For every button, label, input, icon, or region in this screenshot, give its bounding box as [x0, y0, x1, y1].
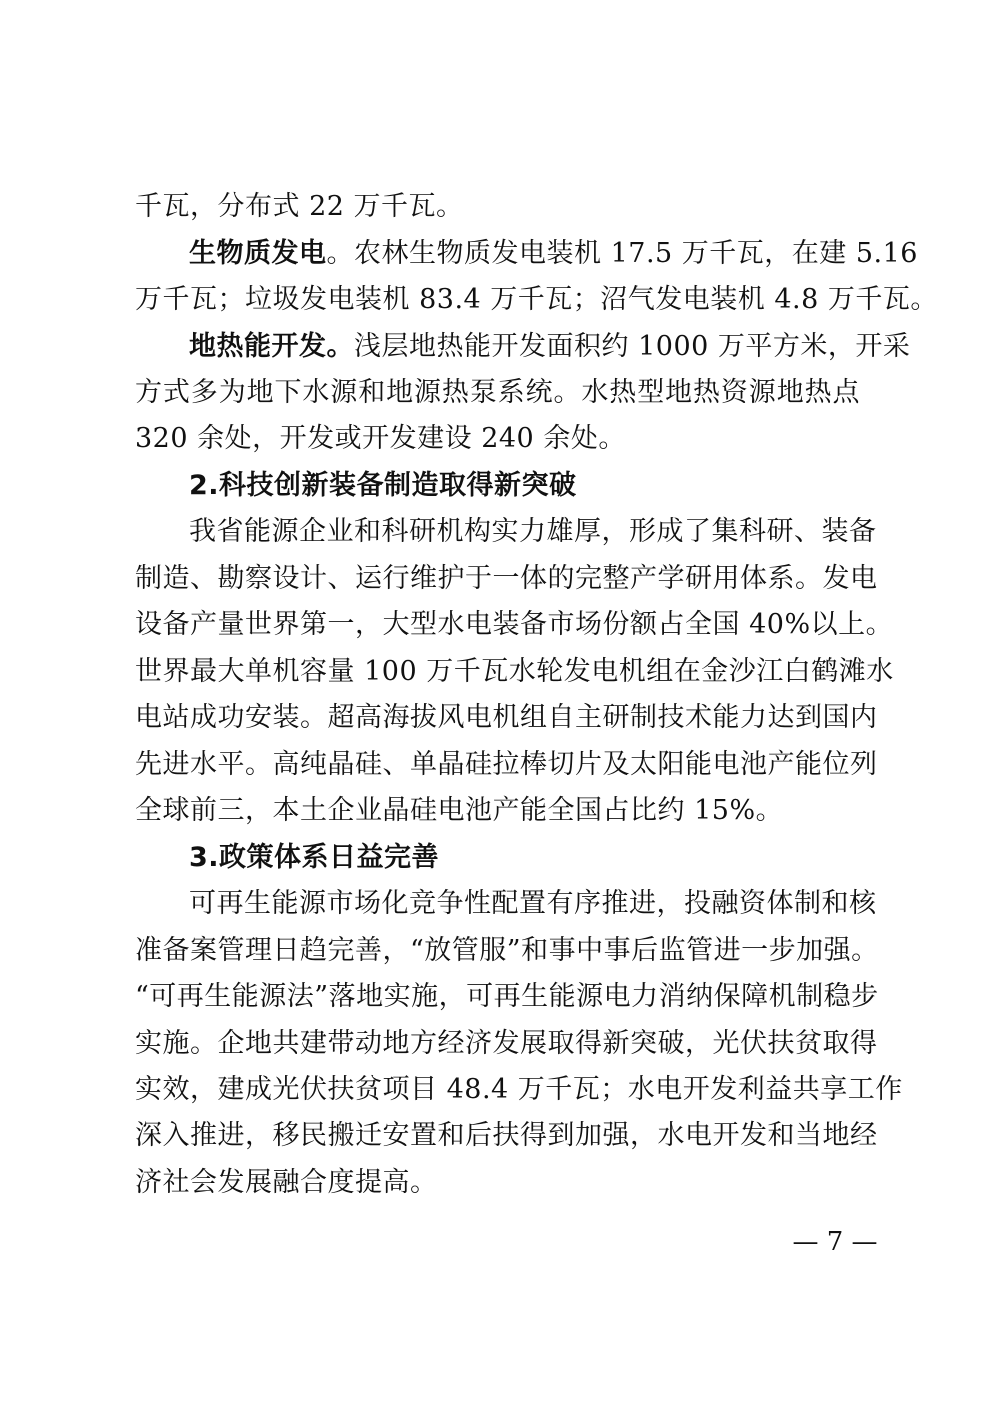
paragraph-line: 可再生能源市场化竞争性配置有序推进，投融资体制和核	[189, 888, 877, 919]
paragraph-line: 320 余处，开发或开发建设 240 余处。	[135, 423, 626, 454]
section-heading: 2.科技创新装备制造取得新突破	[189, 470, 577, 501]
paragraph-line: 方式多为地下水源和地源热泵系统。水热型地热资源地热点	[135, 377, 860, 408]
paragraph-line: 实效，建成光伏扶贫项目 48.4 万千瓦；水电开发利益共享工作	[135, 1074, 903, 1105]
paragraph-line: 先进水平。高纯晶硅、单晶硅拉棒切片及太阳能电池产能位列	[135, 749, 878, 780]
paragraph-line: 制造、勘察设计、运行维护于一体的完整产学研用体系。发电	[135, 563, 878, 594]
paragraph-line: 设备产量世界第一，大型水电装备市场份额占全国 40%以上。	[135, 609, 894, 640]
paragraph-lead: 生物质发电	[189, 238, 327, 269]
paragraph-line: 千瓦，分布式 22 万千瓦。	[135, 191, 464, 222]
paragraph-line: 生物质发电。农林生物质发电装机 17.5 万千瓦，在建 5.16	[189, 238, 918, 269]
paragraph-line: 地热能开发。浅层地热能开发面积约 1000 万平方米，开采	[189, 331, 911, 362]
page-number: — 7 —	[792, 1227, 878, 1257]
paragraph-line: 我省能源企业和科研机构实力雄厚，形成了集科研、装备	[189, 516, 877, 547]
paragraph-line: 深入推进，移民搬迁安置和后扶得到加强，水电开发和当地经	[135, 1120, 878, 1151]
paragraph-line: “可再生能源法”落地实施，可再生能源电力消纳保障机制稳步	[135, 981, 879, 1012]
paragraph-line: 全球前三，本土企业晶硅电池产能全国占比约 15%。	[135, 795, 784, 826]
paragraph-line: 实施。企地共建带动地方经济发展取得新突破，光伏扶贫取得	[135, 1028, 878, 1059]
paragraph-line: 准备案管理日趋完善，“放管服”和事中事后监管进一步加强。	[135, 935, 879, 966]
paragraph-lead: 地热能开发。	[189, 331, 354, 362]
paragraph-line: 电站成功安装。超高海拔风电机组自主研制技术能力达到国内	[135, 702, 878, 733]
section-heading: 3.政策体系日益完善	[189, 842, 440, 873]
paragraph-line: 世界最大单机容量 100 万千瓦水轮发电机组在金沙江白鹤滩水	[135, 656, 894, 687]
paragraph-line: 济社会发展融合度提高。	[135, 1167, 438, 1198]
paragraph-line: 万千瓦；垃圾发电装机 83.4 万千瓦；沼气发电装机 4.8 万千瓦。	[135, 284, 938, 315]
